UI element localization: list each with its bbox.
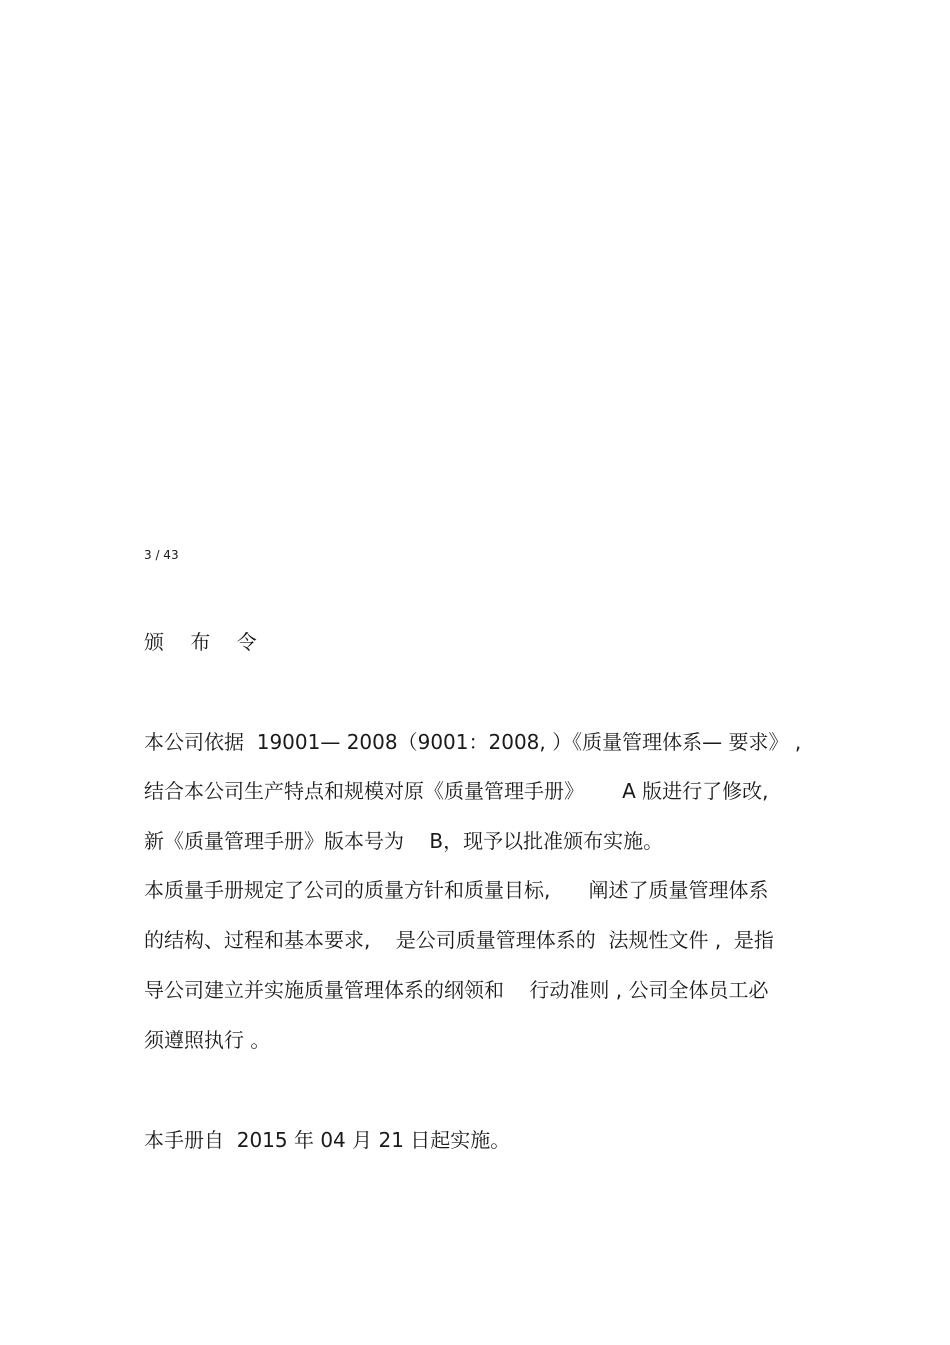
paragraph-line: 新《质量管理手册》版本号为 B，现予以批准颁布实施。 xyxy=(144,829,664,853)
paragraph-line: 须遵照执行 。 xyxy=(144,1028,271,1052)
document-title: 颁 布 令 xyxy=(144,630,267,654)
paragraph-line: 结合本公司生产特点和规模对原《质量管理手册》 A 版进行了修改, xyxy=(144,779,769,803)
paragraph-line: 本公司依据 19001— 2008（9001：2008, ）《质量管理体系— 要求》 , xyxy=(144,730,802,754)
paragraph-line: 导公司建立并实施质量管理体系的纲领和 行动准则 , 公司全体员工必 xyxy=(144,978,769,1002)
effective-date: 本手册自 2015 年 04 月 21 日起实施。 xyxy=(144,1128,511,1152)
paragraph-line: 的结构、过程和基本要求, 是公司质量管理体系的 法规性文件 , 是指 xyxy=(144,928,774,952)
page-number: 3 / 43 xyxy=(144,548,179,562)
paragraph-line: 本质量手册规定了公司的质量方针和质量目标, 阐述了质量管理体系 xyxy=(144,878,769,902)
